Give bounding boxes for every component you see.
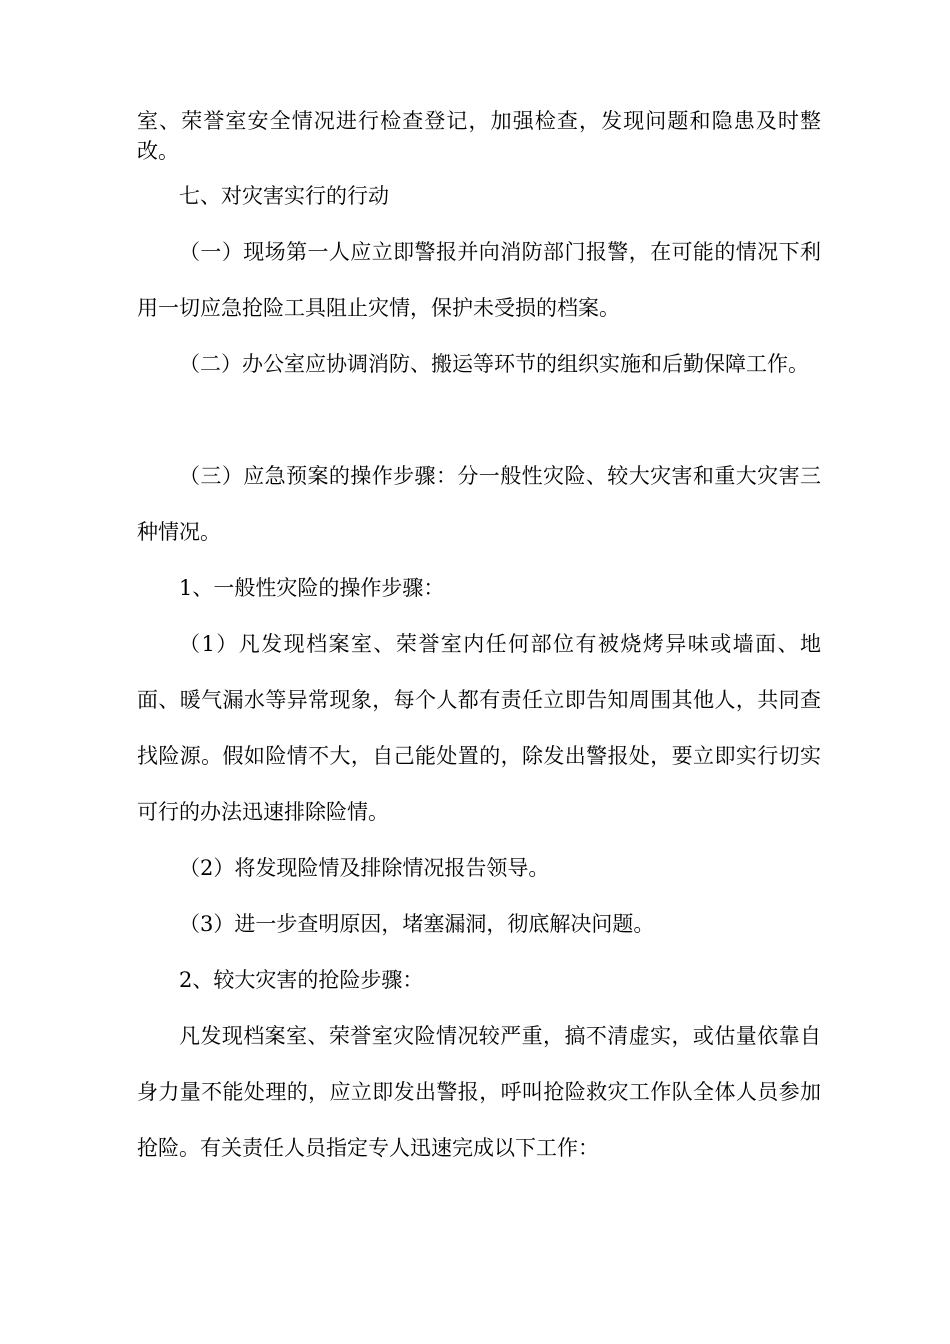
paragraph-item-3: （三）应急预案的操作步骤：分一般性灾险、较大灾害和重大灾害三种情况。 bbox=[137, 464, 821, 544]
paragraph-item-2: （二）办公室应协调消防、搬运等环节的组织实施和后勤保障工作。 bbox=[179, 352, 809, 376]
paragraph-step-1: （1）凡发现档案室、荣誉室内任何部位有被烧烤异味或墙面、地面、暖气漏水等异常现象，每个人都有责任立即告知周围其他人，共同查找险源。假如险情不大，自己能处置的，除发出警报处，要立即实行切实可行的办法迅速排除险情。 bbox=[137, 632, 821, 824]
paragraph-step-3: （3）进一步查明原因，堵塞漏洞，彻底解决问题。 bbox=[179, 912, 655, 936]
paragraph-continuation: 室、荣誉室安全情况进行检查登记，加强检查，发现问题和隐患及时整改。 bbox=[137, 109, 821, 163]
subheading-2: 2、较大灾害的抢险步骤： bbox=[179, 968, 424, 992]
section-heading-7: 七、对灾害实行的行动 bbox=[179, 184, 389, 208]
paragraph-step-2: （2）将发现险情及排除情况报告领导。 bbox=[179, 856, 550, 880]
paragraph-major-disaster: 凡发现档案室、荣誉室灾险情况较严重，搞不清虚实，或估量依靠自身力量不能处理的，应立即发出警报，呼叫抢险救灾工作队全体人员参加抢险。有关责任人员指定专人迅速完成以下工作： bbox=[137, 1024, 821, 1160]
paragraph-item-1: （一）现场第一人应立即警报并向消防部门报警，在可能的情况下利用一切应急抢险工具阻止灾情，保护未受损的档案。 bbox=[137, 240, 821, 320]
subheading-1: 1、一般性灾险的操作步骤： bbox=[179, 576, 445, 600]
